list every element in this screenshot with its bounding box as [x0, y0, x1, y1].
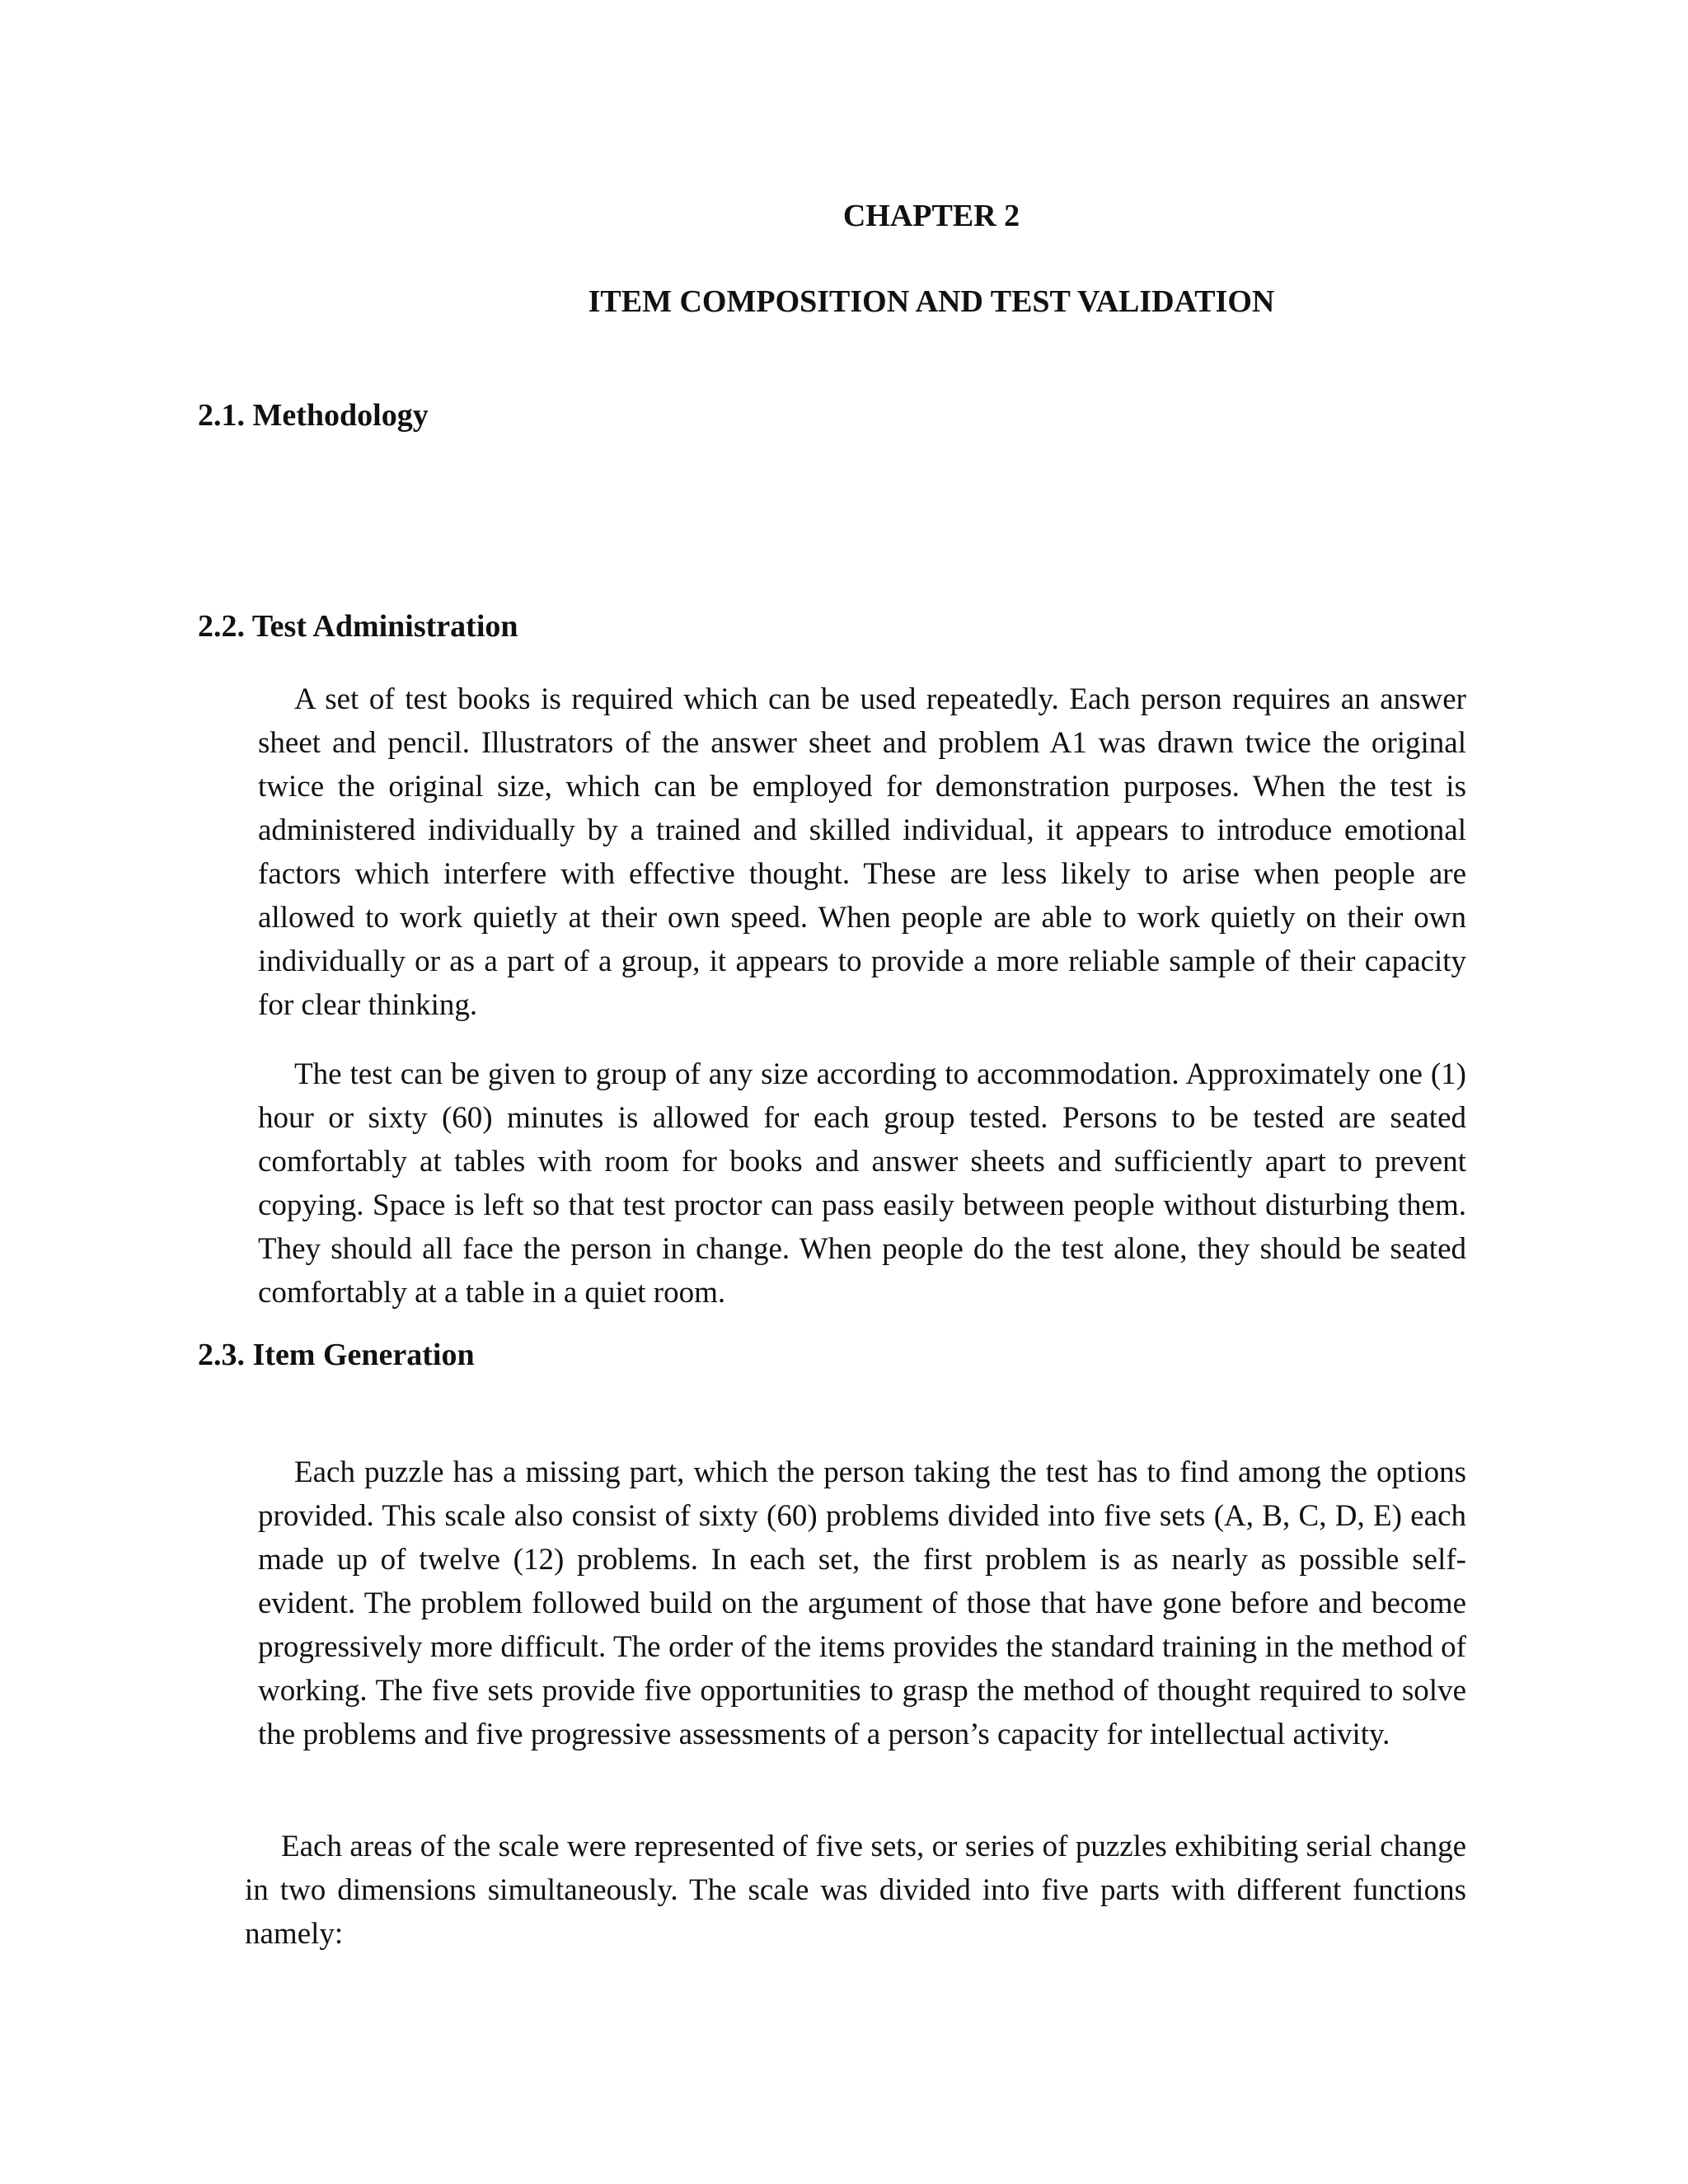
paragraph-item-generation-1: Each puzzle has a missing part, which the person taking the test has to find among the options provided. This scale also consist of sixty (60) problems divided into five sets (A, B, C, D, E) each made up of twelve (12) problems. In each set, the first problem is as nearly as possible self-evident. The problem followed build on the argument of those that have gone before and become progressively more difficult. The order of the items provides the standard training in the method of working. The five sets provide five opportunities to grasp the method of thought required to solve the problems and five progressive assessments of a person’s capacity for intellectual activity.: [258, 1455, 1466, 1751]
section-heading-test-administration: 2.2. Test Administration: [198, 609, 518, 644]
section-heading-methodology: 2.1. Methodology: [198, 398, 429, 433]
chapter-title: ITEM COMPOSITION AND TEST VALIDATION: [588, 284, 1275, 319]
chapter-label: CHAPTER 2: [842, 199, 1020, 233]
paragraph-test-administration-2: The test can be given to group of any size according to accommodation. Approximately one (1) hour or sixty (60) minutes is allowed for each group tested. Persons to be tested are seated comfortably at tables with room for books and answer sheets and sufficiently apart to prevent copying. Space is left so that test proctor can pass easily between people without disturbing them. They should all face the person in change. When people do the test alone, they should be seated comfortably at a table in a quiet room.: [258, 1057, 1466, 1310]
paragraph-test-administration-1: A set of test books is required which can be used repeatedly. Each person requires an answer sheet and pencil. Illustrators of the answer sheet and problem A1 was drawn twice the original twice the original size, which can be employed for demonstration purposes. When the test is administered individually by a trained and skilled individual, it appears to introduce emotional factors which interfere with effective thought. These are less likely to arise when people are allowed to work quietly at their own speed. When people are able to work quietly on their own individually or as a part of a group, it appears to provide a more reliable sample of their capacity for clear thinking.: [258, 682, 1466, 1022]
section-heading-item-generation: 2.3. Item Generation: [198, 1338, 475, 1372]
paragraph-item-generation-2: Each areas of the scale were represented of five sets, or series of puzzles exhibiting serial change in two dimensions simultaneously. The scale was divided into five parts with different functions namely:: [245, 1830, 1466, 1951]
